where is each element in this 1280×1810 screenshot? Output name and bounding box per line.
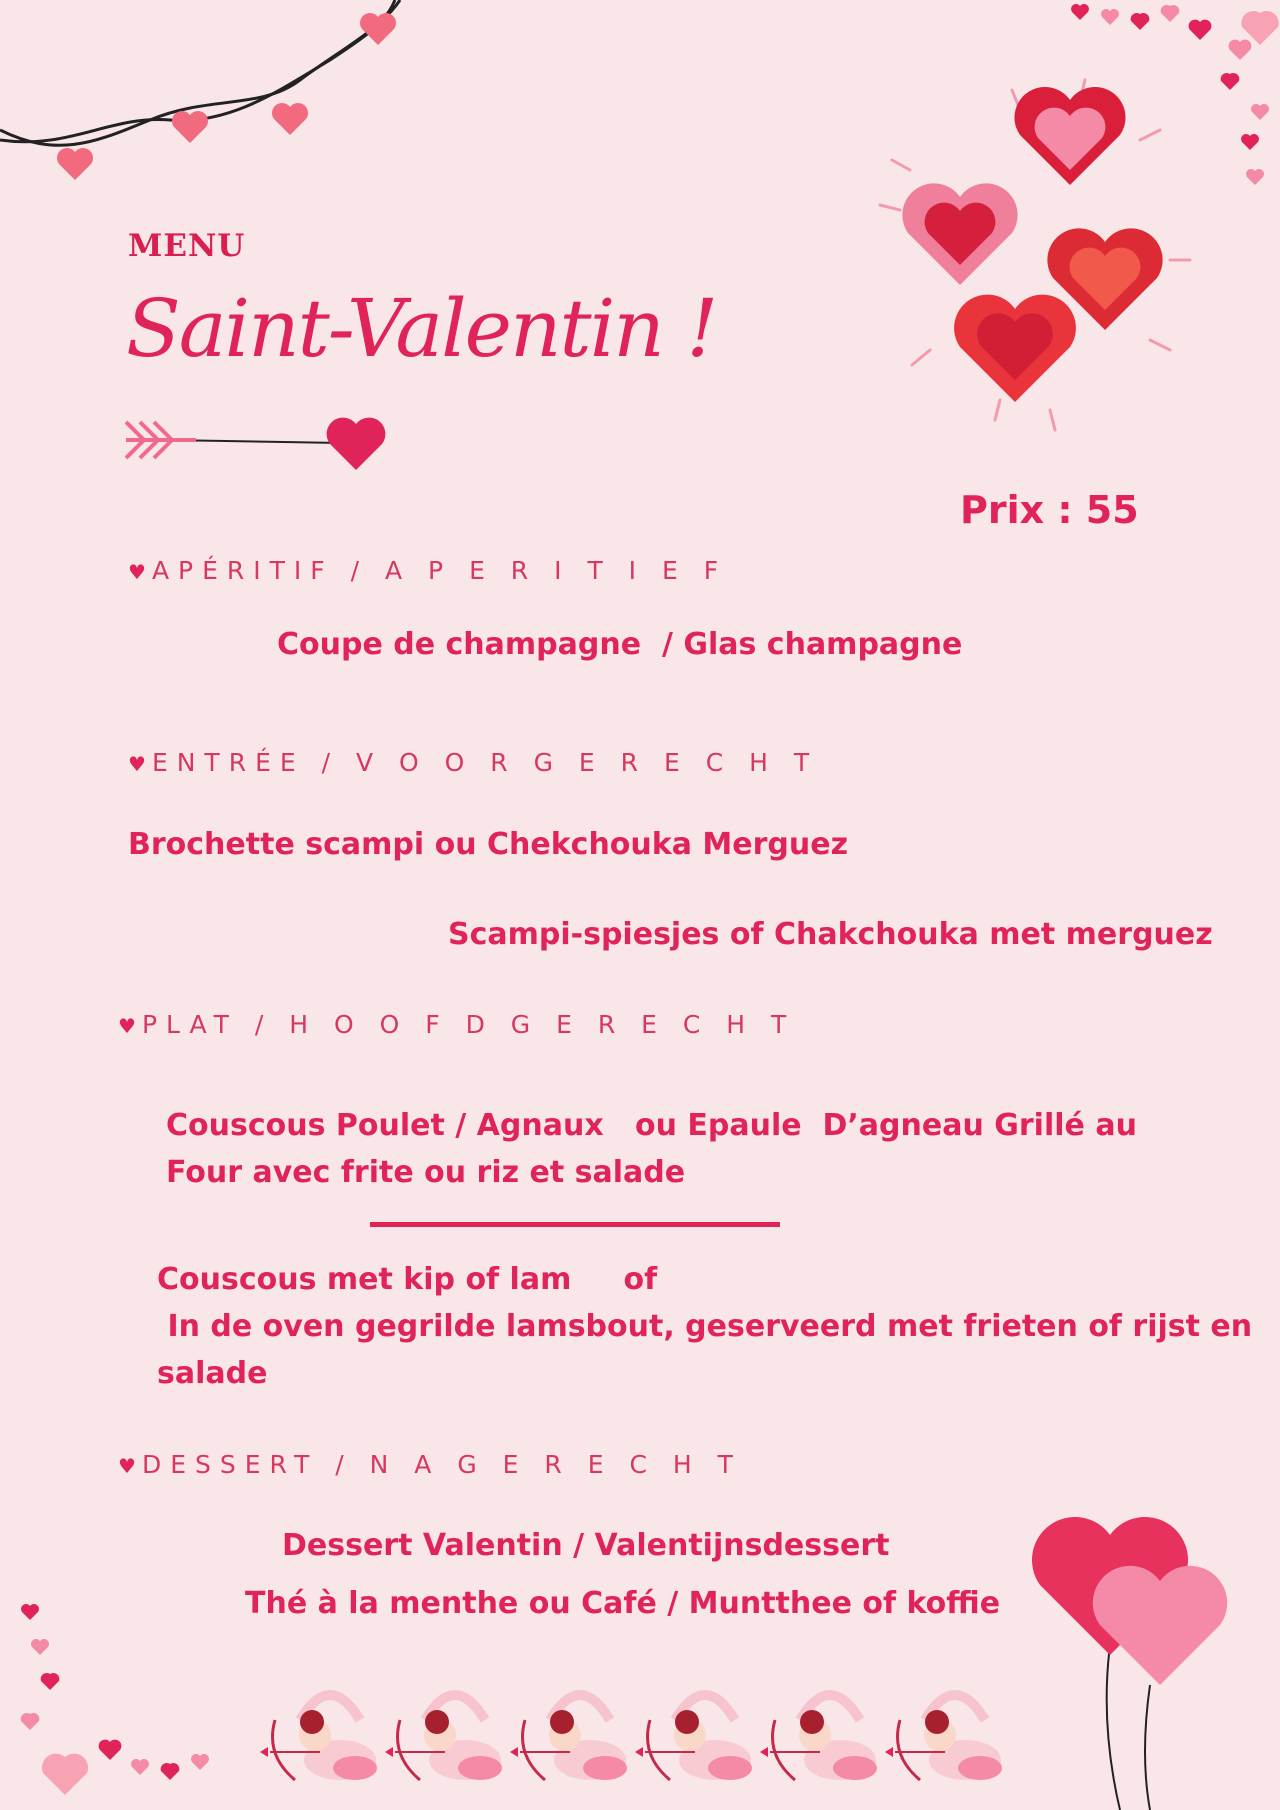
dish-plat-nl-line2: In de oven gegrilde lamsbout, geserveerd met frieten of rijst en	[157, 1309, 1253, 1344]
dish-entree-nl: Scampi-spiesjes of Chakchouka met merguez	[448, 917, 1213, 952]
menu-label: MENU	[128, 228, 246, 264]
dish-entree-fr: Brochette scampi ou Chekchouka Merguez	[128, 827, 849, 862]
heart-garland-icon	[0, 0, 420, 200]
dish-plat-nl-line3: salade	[157, 1356, 268, 1391]
divider	[370, 1222, 780, 1227]
cupid-icon	[260, 1680, 1020, 1810]
dish-plat-fr-line1: Couscous Poulet / Agnaux ou Epaule D’agneau Grillé au	[166, 1108, 1137, 1143]
section-heading-plat: ♥ PLAT / H O O F D G E R E C H T	[118, 1010, 796, 1039]
heart-confetti-icon	[10, 1580, 230, 1810]
heart-bullet-icon: ♥	[128, 560, 146, 584]
dish-plat-fr-line2: Four avec frite ou riz et salade	[166, 1155, 686, 1190]
dish-dessert: Dessert Valentin / Valentijnsdessert	[282, 1528, 890, 1563]
candy-hearts-icon	[880, 80, 1200, 440]
dish-aperitif: Coupe de champagne / Glas champagne	[277, 627, 963, 662]
section-heading-dessert: ♥ DESSERT / N A G E R E C H T	[118, 1450, 742, 1479]
heart-balloons-icon	[1030, 1495, 1270, 1810]
dish-plat-nl-line1: Couscous met kip of lam of	[157, 1262, 658, 1297]
price-label: Prix : 55	[960, 488, 1139, 532]
heart-bullet-icon: ♥	[128, 752, 146, 776]
heart-bullet-icon: ♥	[118, 1014, 136, 1038]
section-heading-aperitif: ♥ APÉRITIF / A P E R I T I E F	[128, 556, 728, 585]
heart-bullet-icon: ♥	[118, 1454, 136, 1478]
section-heading-entree: ♥ ENTRÉE / V O O R G E R E C H T	[128, 748, 819, 777]
page-title: Saint-Valentin !	[126, 282, 717, 375]
arrow-heart-icon	[126, 410, 386, 470]
dish-drink: Thé à la menthe ou Café / Muntthee of koffie	[245, 1586, 1001, 1621]
